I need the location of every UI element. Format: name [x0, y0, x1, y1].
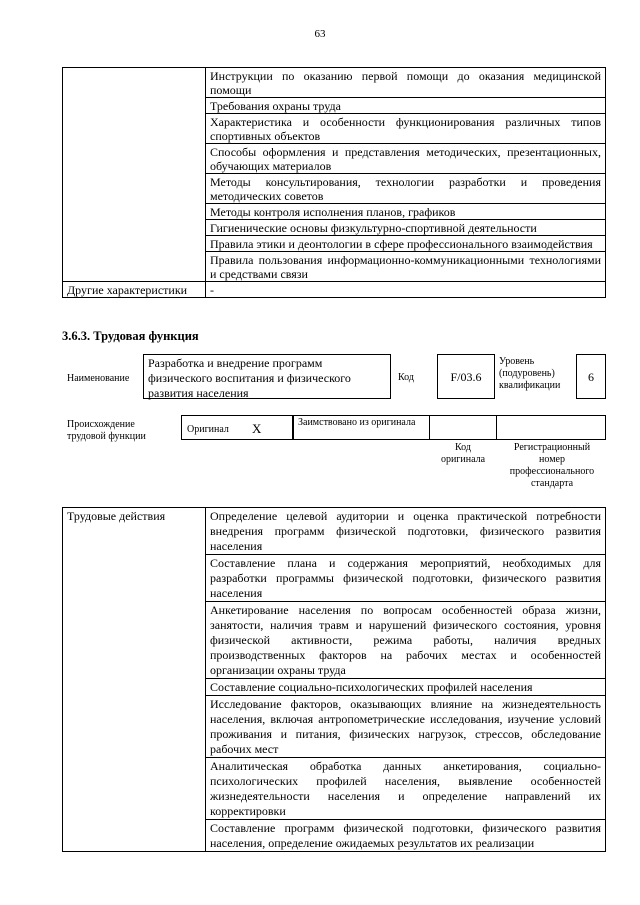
page-number: 63 [314, 28, 326, 40]
level-label: Уровень (подуровень) квалификации [499, 356, 561, 391]
origin-label: Происхождение трудовой функции [67, 419, 146, 442]
function-code-value: F/03.6 [450, 370, 482, 384]
knowledge-item: Методы консультирования, технологии разработки и проведения методических советов [206, 174, 606, 204]
original-mark: X [252, 421, 262, 436]
borrowed-box [293, 415, 430, 440]
other-characteristics-value: - [206, 282, 606, 298]
knowledge-table [62, 67, 606, 298]
knowledge-item: Требования охраны труда [206, 98, 606, 114]
level-box [576, 354, 606, 399]
original-label: Оригинал [187, 424, 229, 435]
function-name-box [143, 354, 391, 399]
labor-actions-label: Трудовые действия [63, 508, 206, 852]
knowledge-item: Правила пользования информационно-коммуникационными технологиями и средствами связи [206, 252, 606, 282]
origin-code-box [429, 415, 497, 440]
labor-action-item: Исследование факторов, оказывающих влияние на жизнедеятельность населения, включая антропометрические исследования, изучение условий проживания и питания, физических нагрузок, стрессов, обследование рабочих мест [206, 696, 606, 758]
labor-action-item: Аналитическая обработка данных анкетирования, социально-психологических профилей населения, выявление особенностей жизнедеятельности населения и определение направлений их корректировки [206, 758, 606, 820]
labor-action-item: Анкетирование населения по вопросам особенностей образа жизни, занятости, наличия травм и нарушений физического состояния, уровня физической активности, режима работы, наличия вредных производственных факторов на рабочих местах и особенностей организации охраны труда [206, 602, 606, 679]
labor-action-item: Составление плана и содержания мероприятий, необходимых для разработки программы физической подготовки, физического развития населения [206, 555, 606, 602]
registration-number-caption: Регистрационный номер профессионального стандарта [509, 442, 595, 489]
knowledge-item: Гигиенические основы физкультурно-спортивной деятельности [206, 220, 606, 236]
table-row [63, 282, 606, 298]
registration-number-box [496, 415, 606, 440]
code-label: Код [398, 372, 414, 383]
knowledge-item: Характеристика и особенности функционирования различных типов спортивных объектов [206, 114, 606, 144]
labor-actions-table [62, 507, 606, 852]
borrowed-label: Заимствовано из оригинала [298, 417, 416, 428]
function-code-box [437, 354, 495, 399]
labor-action-item: Составление социально-психологических профилей населения [206, 679, 606, 696]
knowledge-item: Методы контроля исполнения планов, графиков [206, 204, 606, 220]
level-value: 6 [588, 370, 594, 384]
function-name-value: Разработка и внедрение программ физического воспитания и физического развития населения [148, 356, 351, 400]
origin-code-caption: Код оригинала [440, 442, 486, 465]
table-row [63, 508, 606, 555]
original-box [181, 415, 293, 440]
knowledge-label-cell [63, 68, 206, 282]
knowledge-item: Инструкции по оказанию первой помощи до оказания медицинской помощи [206, 68, 606, 98]
labor-action-item: Составление программ физической подготовки, физического развития населения, определение ожидаемых результатов их реализации [206, 820, 606, 852]
name-label: Наименование [67, 373, 130, 384]
labor-action-item: Определение целевой аудитории и оценка практической потребности внедрения программ физической подготовки, физического развития населения [206, 508, 606, 555]
table-row [63, 68, 606, 98]
other-characteristics-label: Другие характеристики [63, 282, 206, 298]
section-title: 3.6.3. Трудовая функция [62, 329, 199, 343]
knowledge-item: Способы оформления и представления методических, презентационных, обучающих материалов [206, 144, 606, 174]
knowledge-item: Правила этики и деонтологии в сфере профессионального взаимодействия [206, 236, 606, 252]
